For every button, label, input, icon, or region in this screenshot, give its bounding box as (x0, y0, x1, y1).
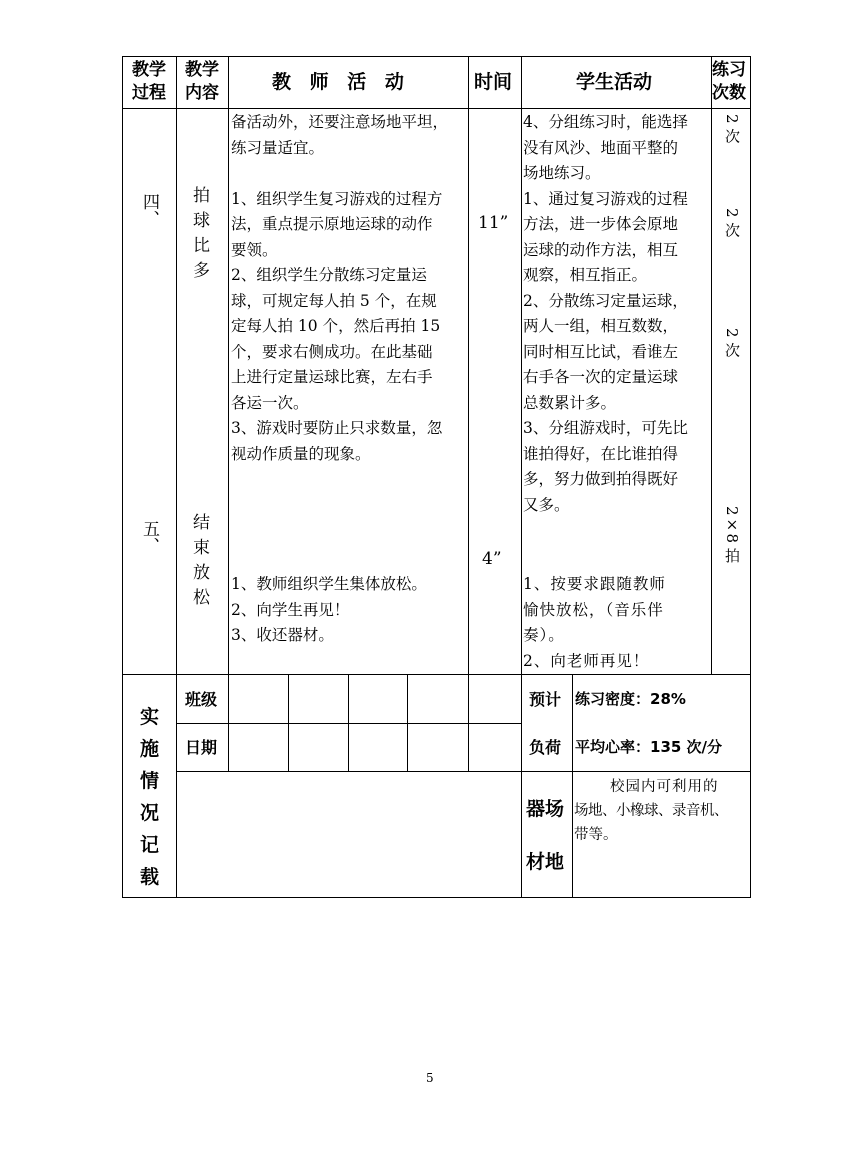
teacher-end-line: 2、向学生再见！ (231, 600, 350, 619)
content-char: 放 (193, 563, 210, 583)
teacher-line: 定每人拍 10 个，然后再拍 15 (231, 317, 441, 335)
record-label-char: 情 (140, 770, 160, 792)
student-line: 没有风沙、地面平整的 (523, 138, 679, 157)
venue-label-line2: 材地 (526, 851, 565, 873)
student-line: 1、通过复习游戏的过程 (523, 189, 688, 208)
table-left-border (122, 56, 123, 898)
header-time: 时间 (474, 71, 513, 93)
table-bottom-border (122, 897, 750, 898)
venue-equipment-text (574, 775, 750, 847)
teacher-activity-text (231, 110, 467, 467)
header-process-line1: 教学 (132, 60, 166, 80)
record-label-char: 载 (140, 866, 160, 888)
teacher-end-line: 3、收还器材。 (231, 626, 334, 644)
teacher-line: 视动作质量的现象。 (231, 444, 371, 463)
student-line: 右手各一次的定量运球 (523, 368, 679, 386)
record-label-char: 施 (140, 738, 160, 760)
section-bottom-border (122, 674, 750, 675)
teacher-line: 1、组织学生复习游戏的过程方 (231, 189, 443, 208)
teacher-line: 各运一次。 (231, 393, 309, 412)
student-line: 场地练习。 (523, 164, 601, 182)
teacher-line: 备活动外，还要注意场地平坦， (231, 113, 449, 131)
content-char: 多 (193, 261, 210, 281)
col-line-time (521, 56, 522, 898)
student-line: 谁拍得好，在比谁拍得 (523, 444, 679, 463)
record-label-char: 实 (140, 706, 160, 728)
col-line-load-label (572, 674, 573, 898)
student-line: 又多。 (523, 495, 570, 514)
load-label: 负荷 (529, 738, 562, 757)
venue-line: 场地、小橡球、录音机、 (574, 803, 728, 819)
student-activity-text (523, 110, 711, 518)
col-line-process (176, 56, 177, 898)
teacher-line (231, 161, 467, 187)
exercise-density: 练习密度：28% (575, 690, 686, 708)
date-label: 日期 (185, 738, 218, 757)
record-col-line-3 (407, 674, 408, 772)
content-char: 比 (193, 236, 210, 256)
reps-1: 2 次 (723, 114, 741, 144)
record-label-char: 况 (140, 802, 160, 824)
average-heart-rate: 平均心率：135 次/分 (575, 738, 723, 756)
section-number-4: 四、 (139, 193, 159, 227)
teacher-line: 要领。 (231, 240, 278, 259)
record-col-line-2 (348, 674, 349, 772)
student-line: 4、分组练习时，能选择 (523, 113, 688, 131)
class-label: 班级 (185, 690, 218, 709)
content-char: 松 (193, 588, 210, 608)
time-section-4: 11” (478, 213, 509, 233)
section-number-5: 五、 (139, 520, 159, 554)
header-student-activity: 学生活动 (576, 71, 653, 93)
table-right-border (750, 56, 751, 898)
page-number: 5 (426, 1071, 434, 1085)
reps-3: 2 次 (723, 328, 741, 358)
col-line-student (711, 56, 712, 674)
venue-line: 校园内可利用的 (610, 779, 719, 795)
student-line: 总数累计多。 (523, 393, 617, 412)
record-label (140, 708, 159, 887)
col-line-content (228, 56, 229, 772)
header-process-line2: 过程 (132, 83, 166, 103)
student-end-line: 奏）。 (523, 626, 565, 644)
section-content-relax (193, 515, 210, 607)
header-bottom-border (122, 108, 750, 109)
col-line-teacher (468, 56, 469, 772)
section-content-pai-qiu (193, 188, 210, 280)
header-reps-line2: 次数 (712, 83, 746, 103)
estimate-label: 预计 (529, 690, 562, 709)
student-end-text (523, 572, 711, 674)
venue-line: 带等。 (574, 827, 618, 843)
teacher-line: 2、组织学生分散练习定量运 (231, 266, 427, 284)
record-label-char: 记 (140, 834, 160, 856)
venue-label-line1: 器场 (526, 798, 565, 820)
header-teacher-activity: 教 师 活 动 (272, 71, 410, 93)
student-line: 两人一组，相互数数， (523, 317, 679, 335)
content-char: 球 (193, 211, 210, 231)
teacher-line: 球，可规定每人拍 5 个，在规 (231, 291, 437, 310)
student-end-line: 1、按要求跟随教师 (523, 575, 666, 593)
student-line: 同时相互比试，看谁左 (523, 342, 679, 361)
content-char: 结 (193, 513, 210, 533)
table-top-border (122, 56, 750, 57)
record-col-line-1 (288, 674, 289, 772)
teacher-line: 3、游戏时要防止只求数量，忽 (231, 419, 443, 437)
teacher-line: 练习量适宜。 (231, 138, 325, 157)
record-row-line-2 (176, 771, 750, 772)
teacher-line: 个，要求右侧成功。在此基础 (231, 342, 433, 361)
teacher-line: 法，重点提示原地运球的动作 (231, 215, 433, 233)
student-line: 方法，进一步体会原地 (523, 215, 679, 233)
content-char: 束 (193, 538, 210, 558)
student-line: 多，努力做到拍得既好 (523, 470, 679, 488)
content-char: 拍 (193, 186, 210, 206)
student-line: 运球的动作方法，相互 (523, 240, 679, 259)
reps-4: 2×8 拍 (723, 506, 741, 563)
student-end-line: 2、向老师再见！ (523, 651, 650, 670)
reps-2: 2 次 (723, 208, 741, 238)
header-content-line2: 内容 (185, 83, 219, 103)
teacher-end-line: 1、教师组织学生集体放松。 (231, 575, 427, 593)
student-line: 观察，相互指正。 (523, 266, 648, 284)
student-line: 2、分散练习定量运球， (523, 291, 688, 310)
teacher-end-text (231, 572, 467, 649)
time-section-5: 4” (482, 549, 502, 569)
header-reps-line1: 练习 (712, 60, 746, 80)
teacher-line: 上进行定量运球比赛，左右手 (231, 368, 433, 386)
student-end-line: 愉快放松，（音乐伴 (523, 600, 664, 619)
student-line: 3、分组游戏时，可先比 (523, 419, 688, 437)
header-content-line1: 教学 (185, 60, 219, 80)
